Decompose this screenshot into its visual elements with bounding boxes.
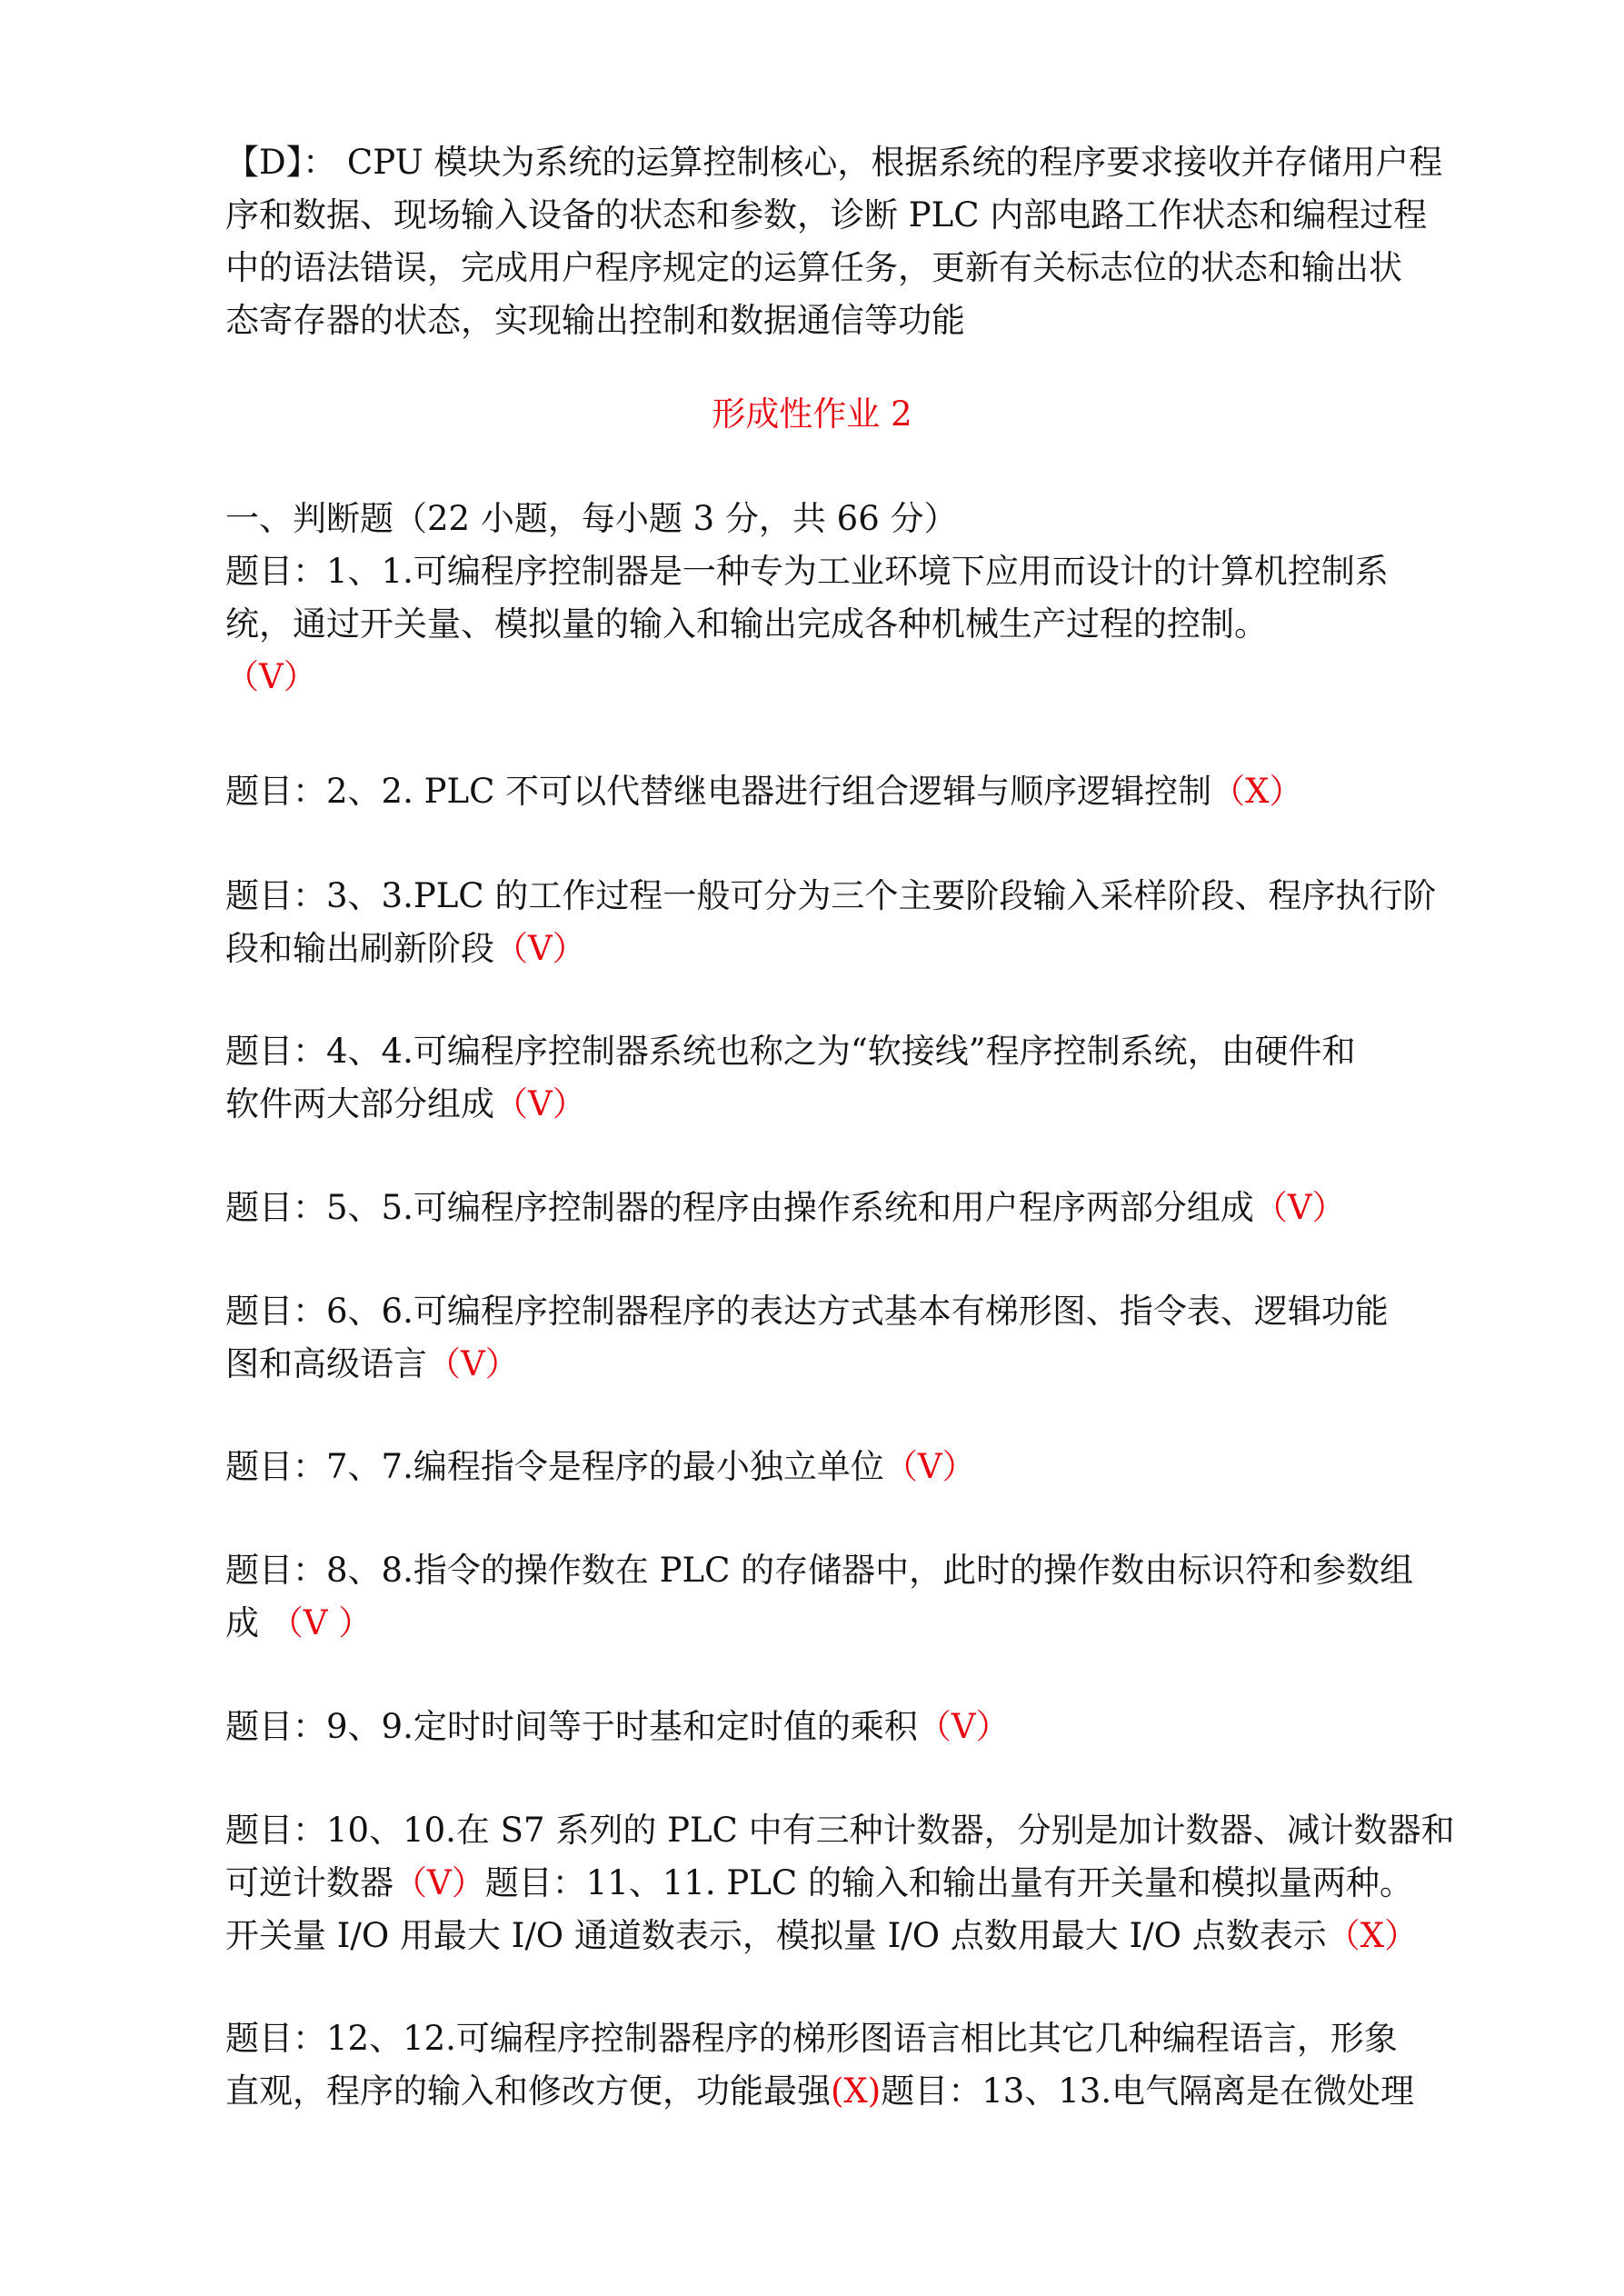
question-text: 段和输出刷新阶段 [225,929,494,968]
intro-line: 【D】： CPU 模块为系统的运算控制核心，根据系统的程序要求接收并存储用户程 [225,143,1443,182]
answer-mark: （V） [225,657,317,696]
question-text: 题目：6、6.可编程序控制器程序的表达方式基本有梯形图、指令表、逻辑功能 [225,1292,1389,1331]
question-text: 题目：9、9.定时时间等于时基和定时值的乘积 [225,1707,918,1746]
answer-mark: (X) [831,2071,882,2111]
question-text: 题目：8、8.指令的操作数在 PLC 的存储器中，此时的操作数由标识符和参数组 [225,1551,1414,1590]
question-12-13 [225,2012,1534,2118]
answer-mark: （V） [494,1084,586,1123]
question-4 [225,1025,1534,1131]
intro-paragraph [225,136,1534,347]
intro-line: 态寄存器的状态，实现输出控制和数据通信等功能 [225,301,965,340]
question-text: 题目：5、5.可编程序控制器的程序由操作系统和用户程序两部分组成 [225,1188,1254,1227]
question-text: 图和高级语言 [225,1344,427,1383]
question-text: 题目：12、12.可编程序控制器程序的梯形图语言相比其它几种编程语言，形象 [225,2019,1398,2058]
question-text: 题目：10、10.在 S7 系列的 PLC 中有三种计数器，分别是加计数器、减计数器和 [225,1811,1455,1850]
question-10-11 [225,1804,1534,1962]
question-text: 题目：3、3.PLC 的工作过程一般可分为三个主要阶段输入采样阶段、程序执行阶 [225,876,1437,915]
answer-mark: （V） [494,929,586,968]
question-text: 开关量 I/O 用最大 I/O 通道数表示，模拟量 I/O 点数用最大 I/O 点数表示 [225,1916,1327,1955]
question-text: 题目：1、1.可编程序控制器是一种专为工业环境下应用而设计的计算机控制系 [225,552,1389,591]
answer-mark: （V） [427,1344,519,1383]
question-text: 题目：7、7.编程指令是程序的最小独立单位 [225,1447,884,1486]
question-1 [225,545,1534,704]
intro-line: 序和数据、现场输入设备的状态和参数，诊断 PLC 内部电路工作状态和编程过程 [225,195,1428,235]
answer-mark: （X） [1211,772,1303,811]
part-heading: 一、判断题（22 小题，每小题 3 分，共 66 分） [225,499,958,538]
question-text: 题目：11、11. PLC 的输入和输出量有开关量和模拟量两种。 [484,1863,1413,1902]
answer-mark: （V） [1253,1188,1346,1227]
question-text: 题目：2、2. PLC 不可以代替继电器进行组合逻辑与顺序逻辑控制 [225,772,1212,811]
answer-mark: （V ） [269,1603,373,1642]
question-5 [225,1182,1534,1234]
question-7 [225,1441,1534,1493]
answer-mark: （V） [394,1863,485,1902]
question-9 [225,1701,1534,1753]
question-text: 统，通过开关量、模拟量的输入和输出完成各种机械生产过程的控制。 [225,604,1268,644]
question-text: 可逆计数器 [225,1863,394,1902]
section-title: 形成性作业 2 [712,394,912,434]
question-6 [225,1285,1534,1391]
question-3 [225,870,1534,975]
intro-line: 中的语法错误，完成用户程序规定的运算任务，更新有关标志位的状态和输出状 [225,248,1402,287]
question-text: 题目：4、4.可编程序控制器系统也称之为“软接线”程序控制系统，由硬件和 [225,1032,1356,1071]
answer-mark: （X） [1326,1916,1419,1955]
question-8 [225,1544,1534,1650]
question-text: 软件两大部分组成 [225,1084,494,1123]
question-text: 成 [225,1603,270,1642]
question-text: 题目：13、13.电气隔离是在微处理 [881,2071,1415,2111]
question-2 [225,765,1534,818]
question-text: 直观，程序的输入和修改方便，功能最强 [225,2071,831,2111]
answer-mark: （V） [883,1447,976,1486]
answer-mark: （V） [917,1707,1010,1746]
